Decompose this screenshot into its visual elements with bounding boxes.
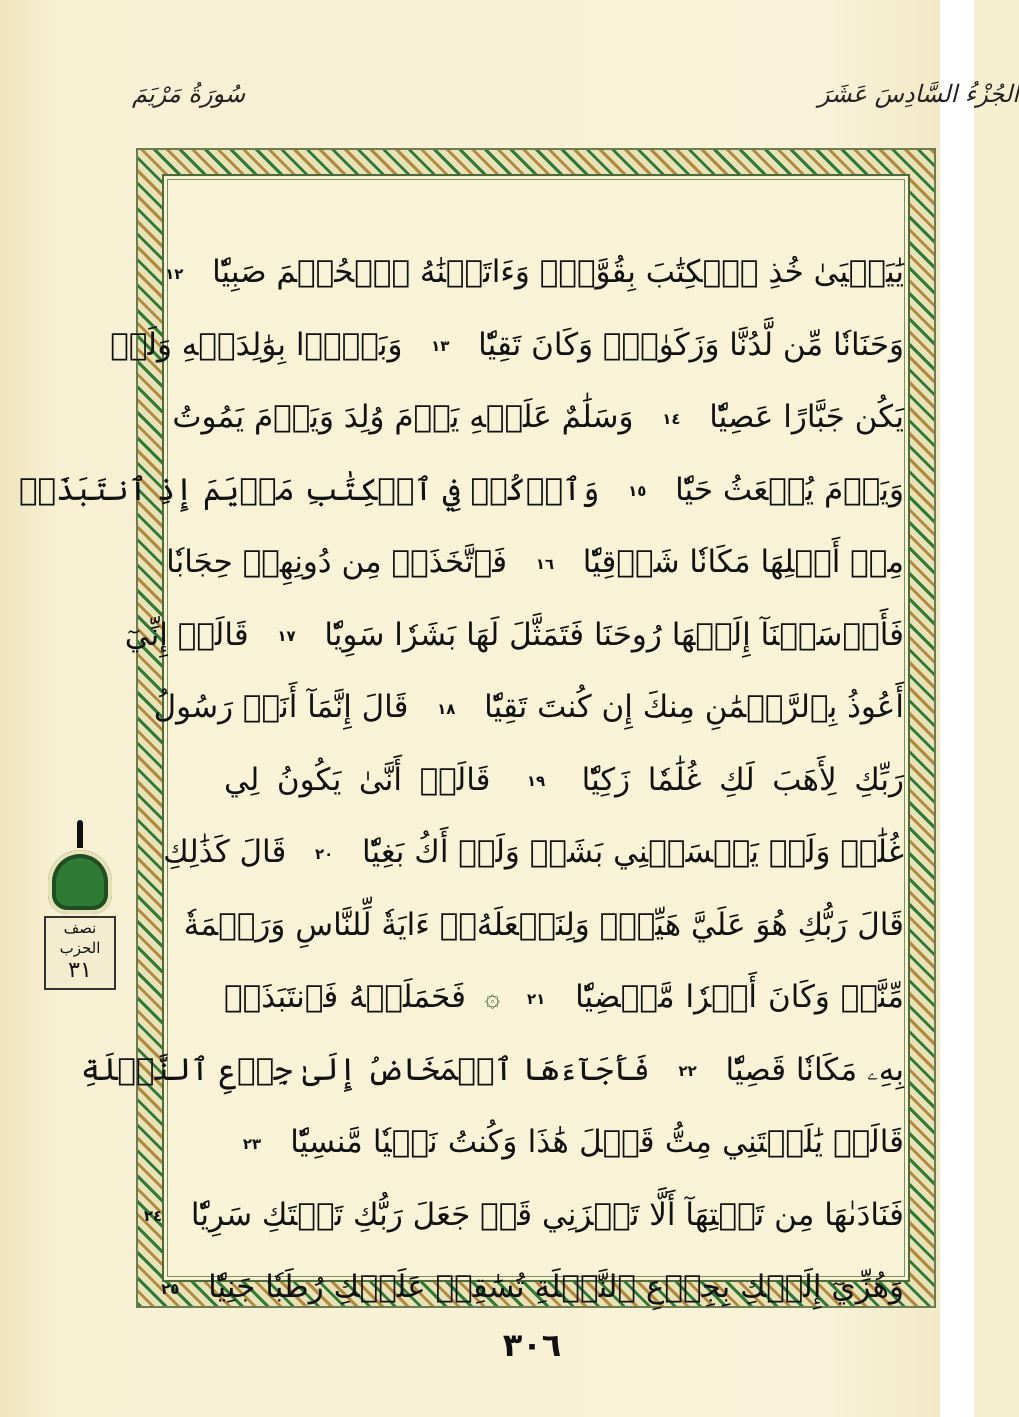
hizb-label: الحزب (59, 939, 101, 957)
ayah-number-marker: ٢١ (514, 984, 558, 1014)
verse-text: فَأَرۡسَلۡنَآ إِلَيۡهَا رُوحَنَا فَتَمَثَّلَ لَهَا بَشَرٗا سَوِيّٗا (314, 616, 904, 653)
ayah-number-marker: ١٩ (514, 766, 558, 796)
verse-text: فَنَادَىٰهَا مِن تَحۡتِهَآ أَلَّا تَحۡزَنِي قَدۡ جَعَلَ رَبُّكِ تَحۡتَكِ سَرِيّٗا (181, 1196, 904, 1233)
ayah-number-marker: ١٢ (152, 259, 196, 289)
ayah-number-marker: ٢٠ (302, 839, 346, 869)
verse-line (165, 236, 904, 309)
verse-text: قَالَ رَبُّكِ هُوَ عَلَيَّ هَيِّنٞۖ وَلِنَجۡعَلَهُۥٓ ءَايَةٗ لِّلنَّاسِ وَرَحۡمَةٗ (183, 906, 904, 943)
ayah-number-marker: ١٤ (649, 404, 693, 434)
ayah-number-marker: ٢٣ (230, 1129, 274, 1159)
verse-text: وَيَوۡمَ يُبۡعَثُ حَيّٗا (665, 471, 904, 508)
verse-line (224, 744, 904, 817)
finial-icon (77, 820, 83, 848)
verse-line (124, 599, 904, 672)
verse-text: وَسَلَٰمٌ عَلَيۡهِ يَوۡمَ وُلِدَ وَيَوۡمَ يَمُوتُ (172, 399, 644, 435)
verse-line (110, 309, 904, 382)
verse-line (18, 454, 904, 527)
verse-text: قَالَ إِنَّمَآ أَنَا۠ رَسُولُ (153, 689, 419, 725)
verse-text: وَحَنَانٗا مِّن لَّدُنَّا وَزَكَوٰةٗۖ وَكَانَ تَقِيّٗا (468, 326, 904, 363)
verse-line (153, 671, 904, 744)
verse-line (166, 526, 904, 599)
verse-text: فَٱتَّخَذَتۡ مِن دُونِهِمۡ حِجَابٗا (166, 544, 517, 580)
verse-text: قَالَتۡ أَنَّىٰ يَكُونُ لِي (224, 761, 509, 798)
verse-text: مِنۡ أَهۡلِهَا مَكَانٗا شَرۡقِيّٗا (572, 544, 904, 580)
verse-line (224, 1106, 904, 1179)
ayah-number-marker: ١٦ (523, 549, 567, 579)
verse-text: وَٱذۡكُرۡ فِي ٱلۡكِتَٰبِ مَرۡيَمَ إِذِ ٱنتَبَذَتۡ (18, 471, 610, 508)
ayah-number-marker: ١٣ (418, 331, 462, 361)
verse-text: فَحَمَلَتۡهُ فَٱنتَبَذَتۡ (224, 979, 477, 1015)
verse-text: وَبَرَّۢا بِوَٰلِدَيۡهِ وَلَمۡ (110, 326, 413, 363)
page-number: ٣٠٦ (502, 1326, 562, 1364)
verse-line (80, 1034, 904, 1107)
juz-header: الجُزْءُ السَّادِسَ عَشَرَ (818, 80, 1019, 108)
page-edge (940, 0, 974, 1417)
hizb-label-box (44, 916, 116, 990)
verse-line (183, 889, 904, 962)
hizb-number: ٣١ (68, 958, 92, 983)
hizb-half-label: نصف (63, 919, 97, 937)
verse-text: أَعُوذُ بِٱلرَّحۡمَٰنِ مِنكَ إِن كُنتَ تَقِيّٗا (474, 689, 904, 725)
verse-text: بِهِۦ مَكَانٗا قَصِيّٗا (715, 1051, 904, 1088)
verse-text: مِّنَّاۚ وَكَانَ أَمۡرٗا مَّقۡضِيّٗا (564, 979, 904, 1015)
verse-line (163, 816, 904, 889)
verse-text: فَأَجَآءَهَا ٱلۡمَخَاضُ إِلَىٰ جِذۡعِ ٱلنَّخۡلَةِ (80, 1051, 660, 1088)
rub-el-hizb-icon: ۞ (484, 983, 501, 1014)
verse-line (224, 961, 904, 1034)
ayah-number-marker: ١٧ (265, 621, 309, 651)
verse-text: قَالَتۡ إِنِّيٓ (124, 616, 259, 653)
verse-line (161, 1251, 904, 1324)
ayah-number-marker: ٢٤ (131, 1201, 175, 1231)
ayah-number-marker: ٢٢ (666, 1056, 710, 1086)
hizb-marker (40, 820, 120, 990)
knot-ornament-icon (48, 850, 112, 914)
verse-text: غُلَٰمٞ وَلَمۡ يَمۡسَسۡنِي بَشَرٞ وَلَمۡ أَكُ بَغِيّٗا (352, 834, 904, 870)
verse-line (172, 381, 904, 454)
verse-text: قَالَتۡ يَٰلَيۡتَنِي مِتُّ قَبۡلَ هَٰذَا وَكُنتُ نَسۡيٗا مَّنسِيّٗا (280, 1124, 904, 1160)
ayah-number-marker: ١٥ (615, 476, 659, 506)
verse-text: رَبِّكِ لِأَهَبَ لَكِ غُلَٰمٗا زَكِيّٗا (564, 761, 904, 798)
verse-text: يَكُن جَبَّارًا عَصِيّٗا (699, 399, 904, 435)
ayah-number-marker: ٢٥ (148, 1274, 192, 1304)
verse-text: قَالَ كَذَٰلِكِ (163, 834, 297, 870)
surah-name-header: سُورَةُ مَرْيَمَ (132, 80, 246, 108)
ayah-number-marker: ١٨ (424, 694, 468, 724)
verse-text: وَهُزِّيٓ إِلَيۡكِ بِجِذۡعِ ٱلنَّخۡلَةِ تُسَٰقِطۡ عَلَيۡكِ رُطَبٗا جَنِيّٗا (198, 1269, 904, 1305)
verse-line (143, 1179, 904, 1252)
verse-text: يَٰيَحۡيَىٰ خُذِ ٱلۡكِتَٰبَ بِقُوَّةٖۖ وَءَاتَيۡنَٰهُ ٱلۡحُكۡمَ صَبِيّٗا (202, 254, 904, 290)
